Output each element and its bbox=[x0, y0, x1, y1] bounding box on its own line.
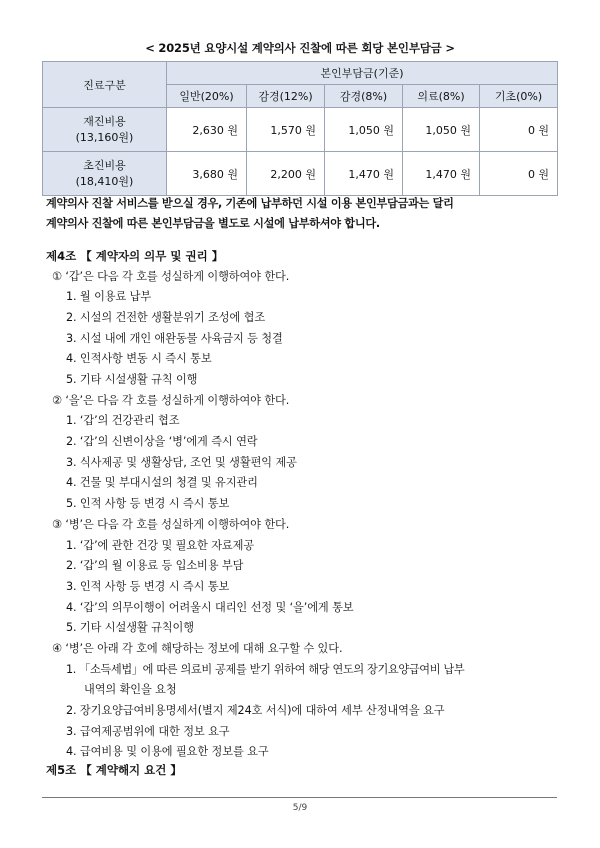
clause-item: 2. 시설의 건전한 생활분위기 조성에 협조 bbox=[66, 311, 266, 325]
table-cell: 2,200 원 bbox=[247, 152, 325, 196]
clause-item: 4. 급여비용 및 이용에 필요한 정보를 요구 bbox=[66, 745, 269, 759]
row-label-title: 재진비용 bbox=[83, 114, 126, 128]
row-label-title: 초진비용 bbox=[83, 158, 126, 172]
clause-item: 2. ‘갑’의 신변이상을 ‘병’에게 즉시 연락 bbox=[66, 435, 258, 449]
clause-item: 2. ‘갑’의 월 이용료 등 입소비용 부담 bbox=[66, 559, 244, 573]
clause-1: ① ‘갑’은 다음 각 호를 성실하게 이행하여야 한다. bbox=[52, 269, 290, 283]
table-cell: 0 원 bbox=[480, 152, 558, 196]
copayment-notice bbox=[46, 194, 566, 234]
column-header: 감경(8%) bbox=[325, 85, 403, 108]
column-header: 의료(8%) bbox=[403, 85, 480, 108]
table-header-row bbox=[43, 62, 558, 85]
column-header: 감경(12%) bbox=[247, 85, 325, 108]
header-category: 진료구분 bbox=[43, 62, 167, 108]
row-label-amount: (18,410원) bbox=[75, 174, 134, 188]
row-label bbox=[43, 152, 167, 196]
table-cell: 1,470 원 bbox=[403, 152, 480, 196]
clause-item: 1. 월 이용료 납부 bbox=[66, 290, 152, 304]
article5-title: 제5조 【 계약해지 요건 】 bbox=[46, 763, 182, 777]
column-header: 기초(0%) bbox=[480, 85, 558, 108]
clause-4: ④ ‘병’은 아래 각 호에 해당하는 정보에 대해 요구할 수 있다. bbox=[52, 641, 343, 655]
clause-item: 4. ‘갑’의 의무이행이 어려울시 대리인 선정 및 ‘을’에게 통보 bbox=[66, 600, 354, 614]
clause-item: 5. 기타 시설생활 규칙이행 bbox=[66, 621, 194, 635]
footer-divider bbox=[42, 797, 557, 798]
clause-item: 3. 시설 내에 개인 애완동물 사육금지 등 청결 bbox=[66, 331, 283, 345]
clause-item: 4. 건물 및 부대시설의 청결 및 유지관리 bbox=[66, 476, 258, 490]
table-cell: 1,050 원 bbox=[325, 108, 403, 152]
table-cell: 2,630 원 bbox=[167, 108, 247, 152]
table-title: < 2025년 요양시설 계약의사 진찰에 따른 회당 본인부담금 > bbox=[145, 41, 455, 55]
clause-item: 5. 기타 시설생활 규칙 이행 bbox=[66, 373, 198, 387]
clause-item: 3. 식사제공 및 생활상담, 조언 및 생활편익 제공 bbox=[66, 455, 297, 469]
notice-line: 계약의사 진찰 서비스를 받으실 경우, 기존에 납부하던 시설 이용 본인부담금과는 달리 bbox=[46, 197, 454, 210]
article4-title: 제4조 【 계약자의 의무 및 권리 】 bbox=[46, 249, 224, 263]
clause-item-continuation: 내역의 확인을 요청 bbox=[84, 683, 177, 697]
table-cell: 1,470 원 bbox=[325, 152, 403, 196]
table-row bbox=[43, 152, 558, 196]
column-header: 일반(20%) bbox=[167, 85, 247, 108]
table-row bbox=[43, 108, 558, 152]
notice-line: 계약의사 진찰에 따른 본인부담금을 별도로 시설에 납부하셔야 합니다. bbox=[46, 217, 380, 230]
table-cell: 3,680 원 bbox=[167, 152, 247, 196]
copayment-table bbox=[42, 61, 558, 196]
clause-item: 1. ‘갑’에 관한 건강 및 필요한 자료제공 bbox=[66, 538, 255, 552]
table-cell: 0 원 bbox=[480, 108, 558, 152]
clause-item: 1. ‘갑’의 건강관리 협조 bbox=[66, 414, 180, 428]
clause-2: ② ‘을’은 다음 각 호를 성실하게 이행하여야 한다. bbox=[52, 393, 290, 407]
row-label-amount: (13,160원) bbox=[75, 130, 134, 144]
clause-3: ③ ‘병’은 다음 각 호를 성실하게 이행하여야 한다. bbox=[52, 517, 290, 531]
clause-item: 5. 인적 사항 등 변경 시 즉시 통보 bbox=[66, 497, 230, 511]
table-cell: 1,570 원 bbox=[247, 108, 325, 152]
clause-item: 1. 「소득세법」에 따른 의료비 공제를 받기 위하여 해당 연도의 장기요양급여비 납부 bbox=[66, 662, 465, 676]
table-cell: 1,050 원 bbox=[403, 108, 480, 152]
row-label bbox=[43, 108, 167, 152]
page-number: 5/9 bbox=[292, 803, 308, 813]
clause-item: 2. 장기요양급여비용명세서(별지 제24호 서식)에 대하여 세부 산정내역을 요구 bbox=[66, 703, 445, 717]
clause-item: 3. 인적 사항 등 변경 시 즉시 통보 bbox=[66, 579, 230, 593]
clause-item: 4. 인적사항 변동 시 즉시 통보 bbox=[66, 352, 212, 366]
clause-item: 3. 급여제공범위에 대한 정보 요구 bbox=[66, 724, 230, 738]
header-group: 본인부담금(기준) bbox=[167, 62, 558, 85]
